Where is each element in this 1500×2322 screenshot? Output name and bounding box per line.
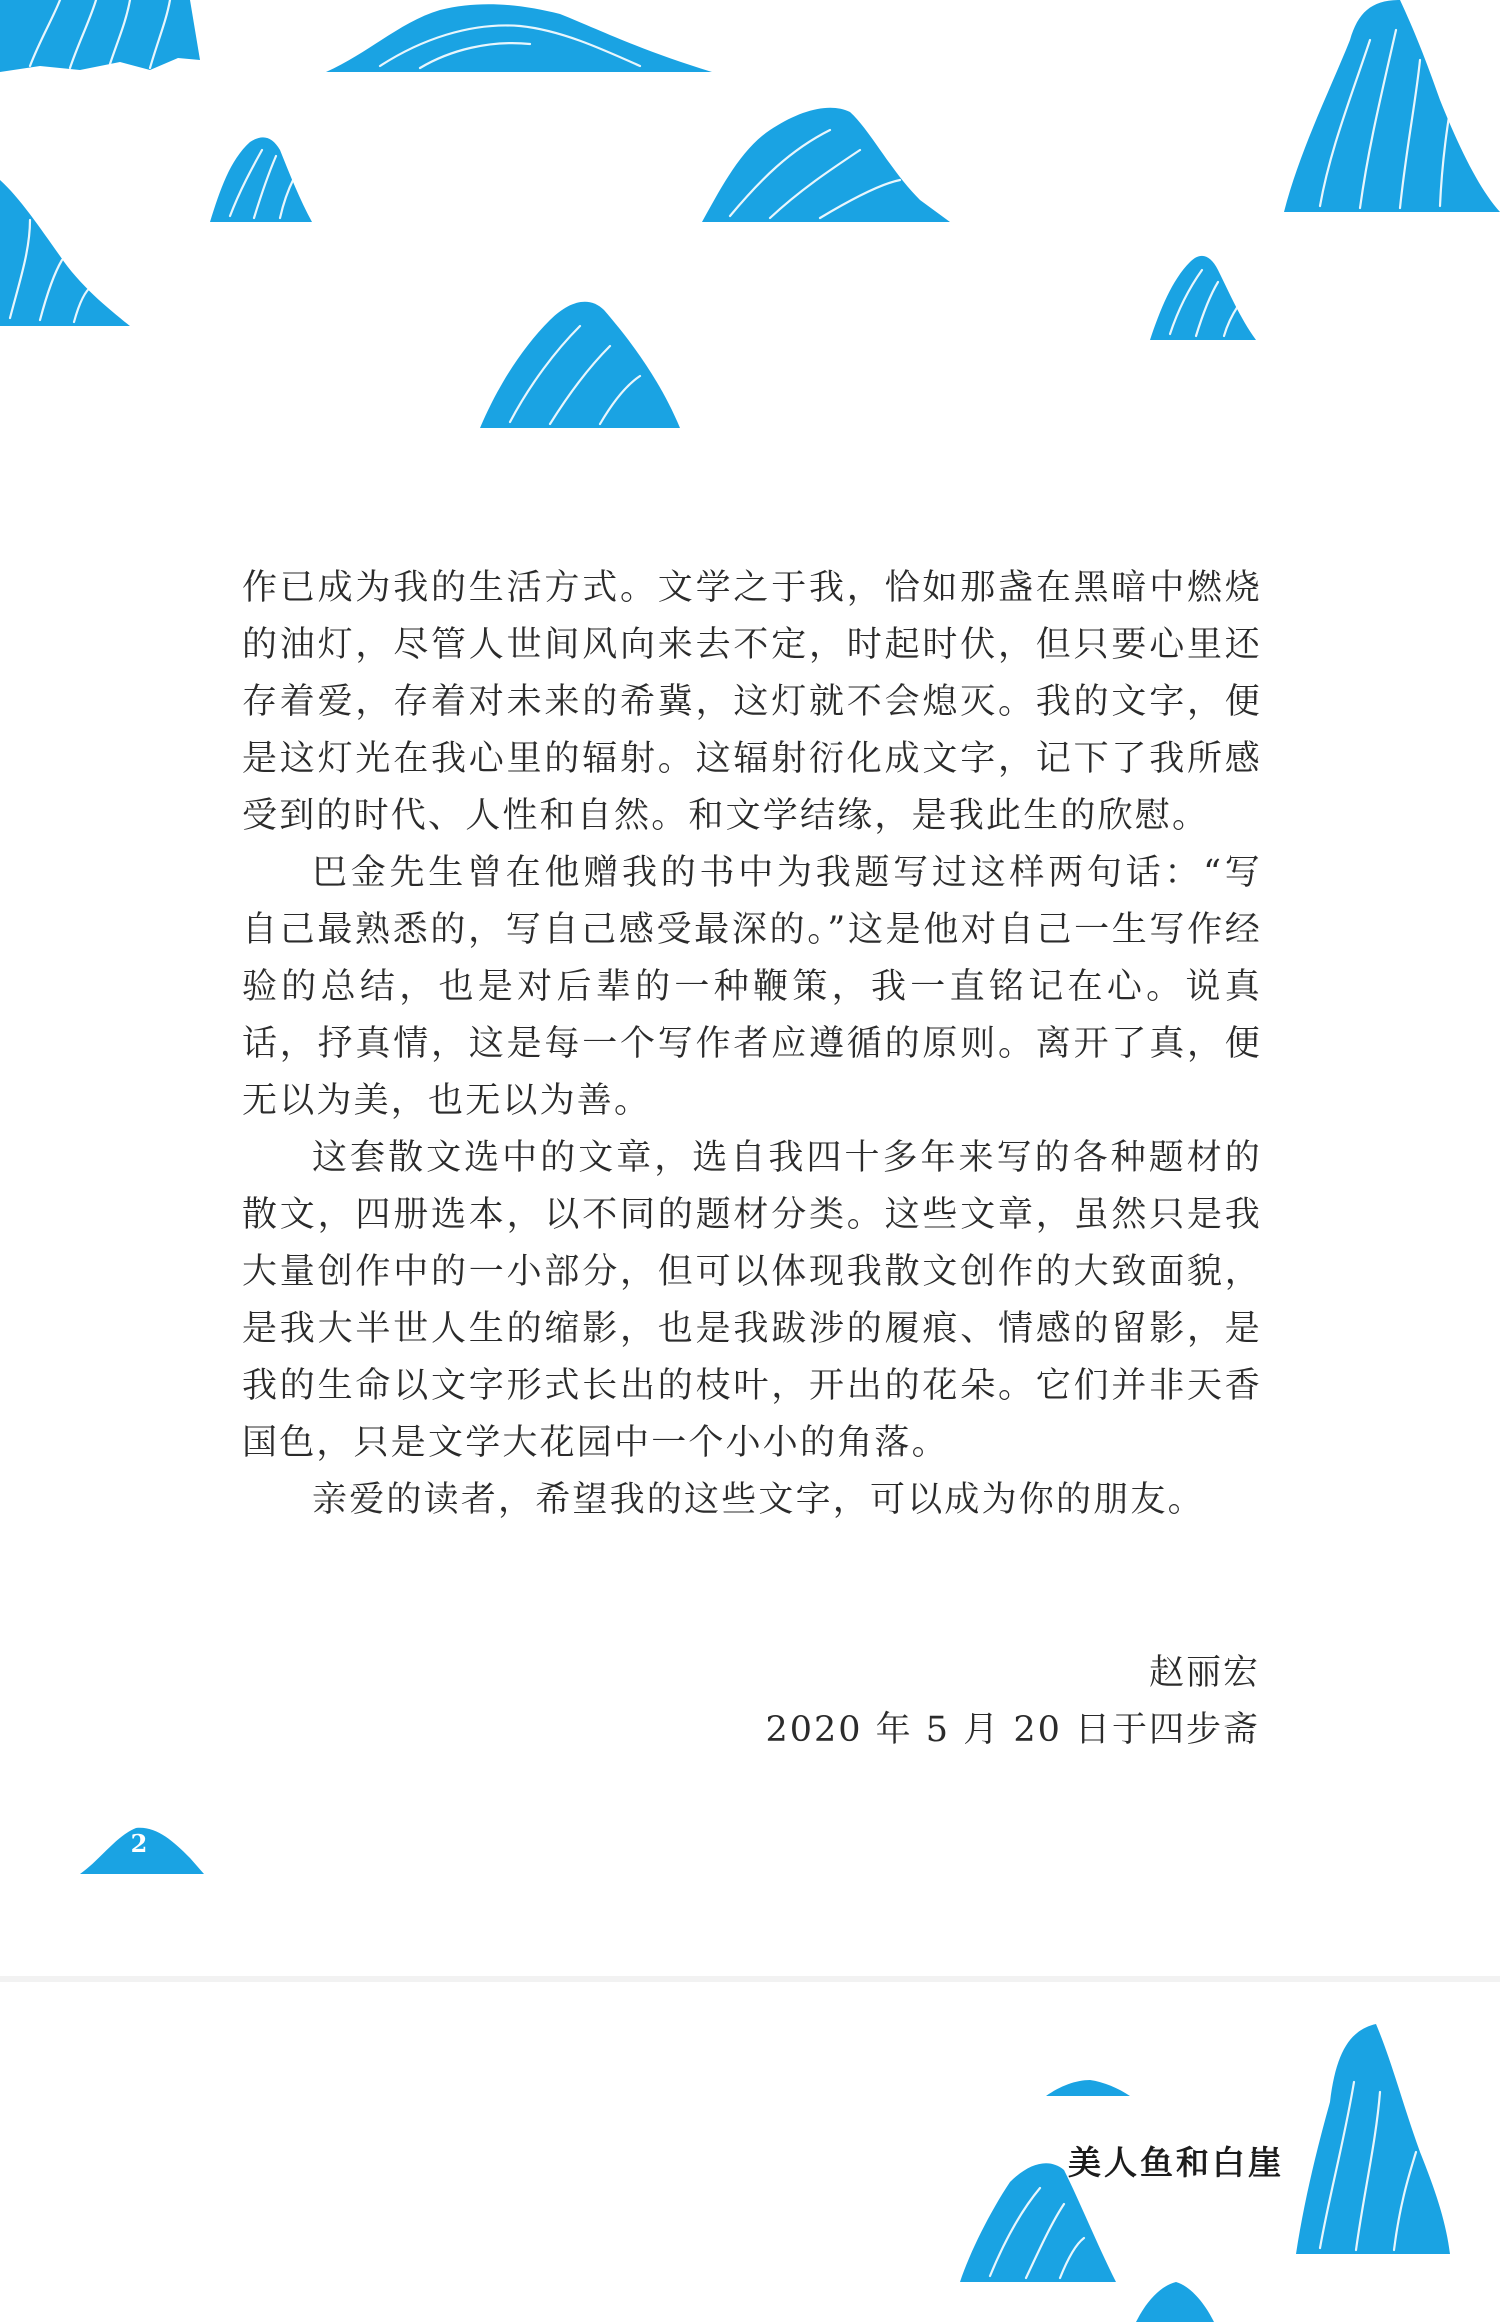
mountain-icon (1296, 2024, 1450, 2254)
mountain-icon (480, 302, 680, 428)
paragraph: 亲爱的读者，希望我的这些文字，可以成为你的朋友。 (312, 1480, 1205, 1520)
next-page-title: 美人鱼和白崖 (1068, 2143, 1284, 2182)
book-page-next (0, 1982, 1500, 2322)
page-number: 2 (130, 1829, 148, 1858)
body-text (242, 560, 1262, 1529)
signature-date: 2020 年 5 月 20 日于四步斋 (765, 1710, 1260, 1750)
mountain-icon (326, 4, 712, 72)
signature-block (765, 1645, 1260, 1759)
mountain-icon (210, 137, 312, 222)
mountain-icon (1046, 2080, 1130, 2096)
paragraph: 作已成为我的生活方式。文学之于我，恰如那盏在黑暗中燃烧的油灯，尽管人世间风向来去不定，时起时伏，但只要心里还存着爱，存着对未来的希冀，这灯就不会熄灭。我的文字，便是这灯光在我心里的辐射。这辐射衍化成文字，记下了我所感受到的时代、人性和自然。和文学结缘，是我此生的欣慰。 (242, 568, 1262, 836)
author-name: 赵丽宏 (1148, 1653, 1260, 1693)
mountain-icon (0, 180, 130, 326)
mountain-icon (1150, 256, 1256, 340)
paragraph: 巴金先生曾在他赠我的书中为我题写过这样两句话：“写自己最熟悉的，写自己感受最深的。”这是他对自己一生写作经验的总结，也是对后辈的一种鞭策，我一直铭记在心。说真话，抒真情，这是每一个写作者应遵循的原则。离开了真，便无以为美，也无以为善。 (242, 853, 1262, 1121)
mountain-icon (1284, 0, 1500, 212)
paragraph: 这套散文选中的文章，选自我四十多年来写的各种题材的散文，四册选本，以不同的题材分类。这些文章，虽然只是我大量创作中的一小部分，但可以体现我散文创作的大致面貌，是我大半世人生的缩影，也是我跋涉的履痕、情感的留影，是我的生命以文字形式长出的枝叶，开出的花朵。它们并非天香国色，只是文学大花园中一个小小的角落。 (242, 1138, 1262, 1463)
mountain-icon (702, 108, 950, 222)
mountain-icon (0, 0, 200, 72)
mountain-icon (1136, 2282, 1214, 2322)
